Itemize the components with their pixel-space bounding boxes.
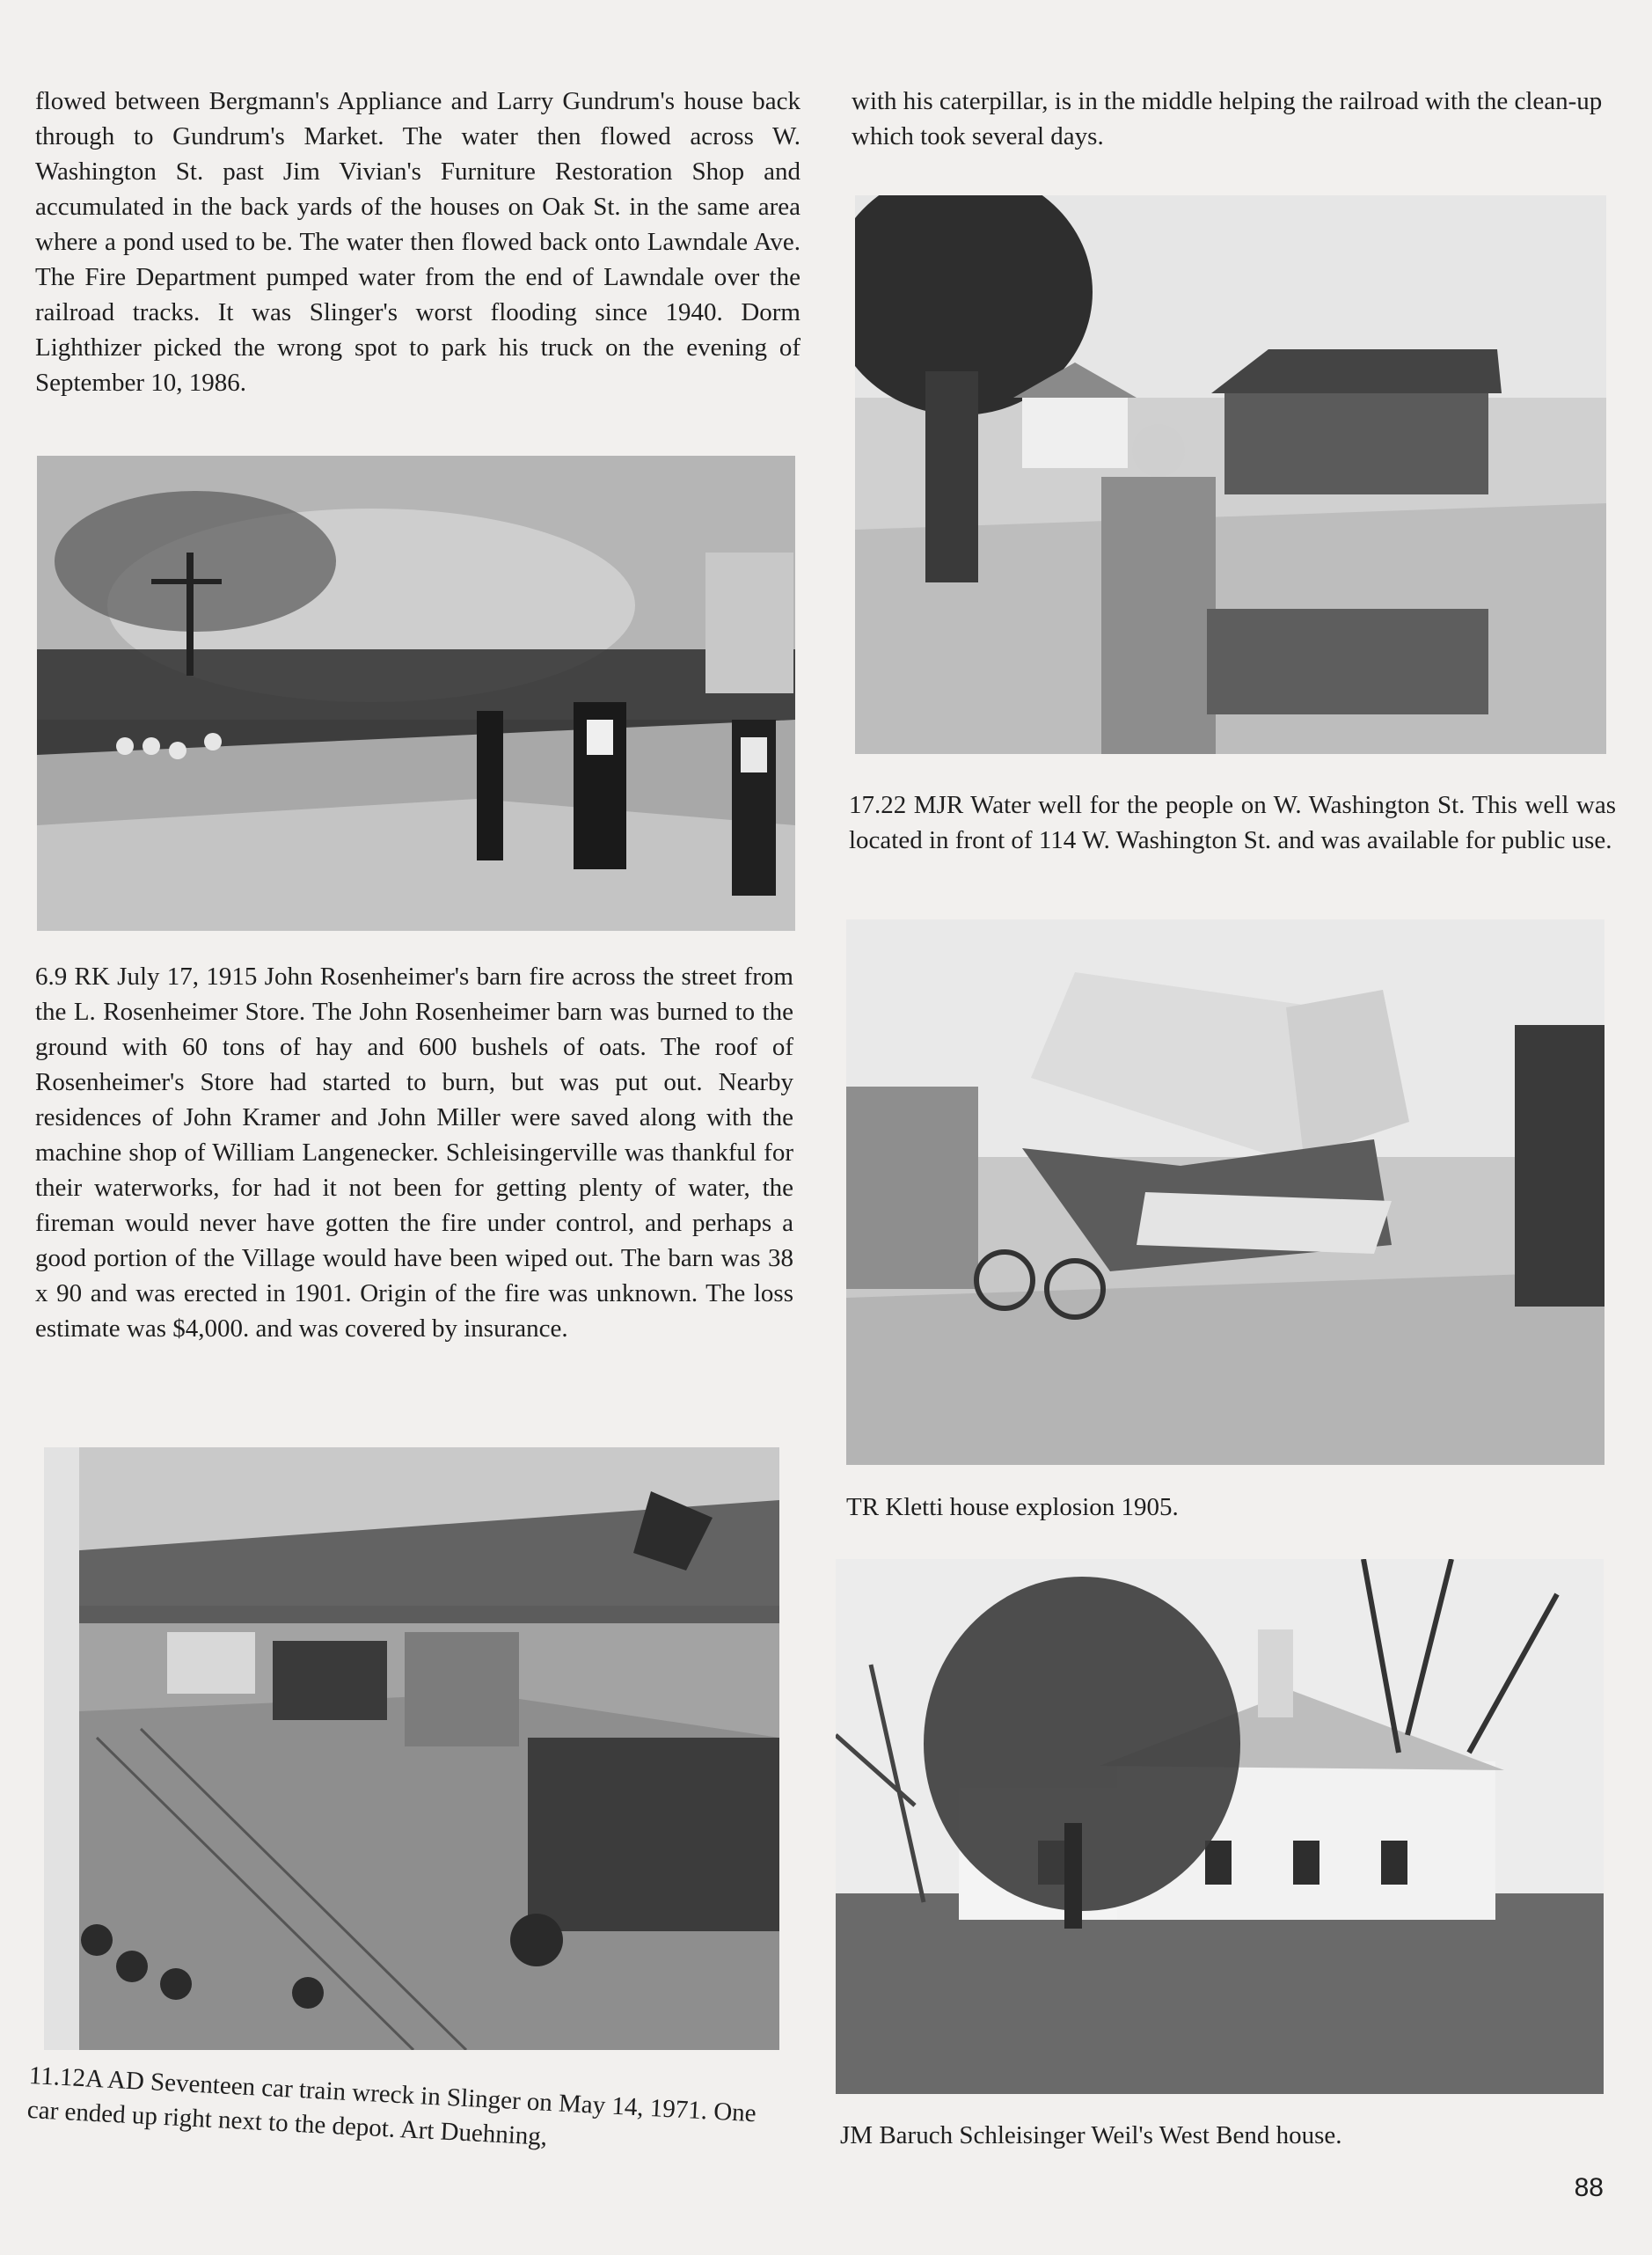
kletti-house-photo: [846, 919, 1604, 1465]
weil-house-caption: JM Baruch Schleisinger Weil's West Bend house.: [840, 2121, 1342, 2149]
barn-fire-caption: 6.9 RK July 17, 1915 John Rosenheimer's barn fire across the street from the L. Rosenheimer Store. The John Rosenheimer barn was burned to the ground with 60 tons of hay and 600 bushels of oats. The roof of Rosenheimer's Store had started to burn, but was put out. Nearby residences of John Kramer and John Miller were saved along with the machine shop of William Langenecker. Schleisingerville was thankful for their waterworks, for had it not been for getting plenty of water, the fireman would never have gotten the fire under control, and perhaps a good portion of the Village would have been wiped out. The barn was 38 x 90 and was erected in 1901. Origin of the fire was unknown. The loss estimate was $4,000. and was covered by insurance.: [35, 963, 793, 1343]
water-well-photo: [855, 195, 1606, 754]
page-number: 88: [1574, 2173, 1604, 2202]
intro-paragraph: flowed between Bergmann's Appliance and Larry Gundrum's house back through to Gundrum's Market. The water then flowed across W. Washington St. past Jim Vivian's Furniture Restoration Shop and accumulated in the back yards of the houses on Oak St. in the same area where a pond used to be. The water then flowed back onto Lawndale Ave. The Fire Department pumped water from the end of Lawndale over the railroad tracks. It was Slinger's worst flooding since 1940. Dorm Lighthizer picked the wrong spot to park his truck on the evening of September 10, 1986.: [35, 87, 800, 397]
water-well-caption: 17.22 MJR Water well for the people on W. Washington St. This well was located in front of 114 W. Washington St. and was available for public use.: [849, 791, 1616, 854]
train-wreck-caption: 11.12A AD Seventeen car train wreck in Slinger on May 14, 1971. One car ended up right next to the depot. Art Duehning,: [26, 2061, 757, 2151]
train-wreck-photo: [44, 1447, 779, 2050]
kletti-caption: TR Kletti house explosion 1905.: [846, 1493, 1179, 1521]
barn-fire-photo: [37, 456, 795, 931]
weil-house-photo: [836, 1559, 1604, 2094]
continuation-text: with his caterpillar, is in the middle helping the railroad with the clean-up which took several days.: [852, 87, 1603, 150]
